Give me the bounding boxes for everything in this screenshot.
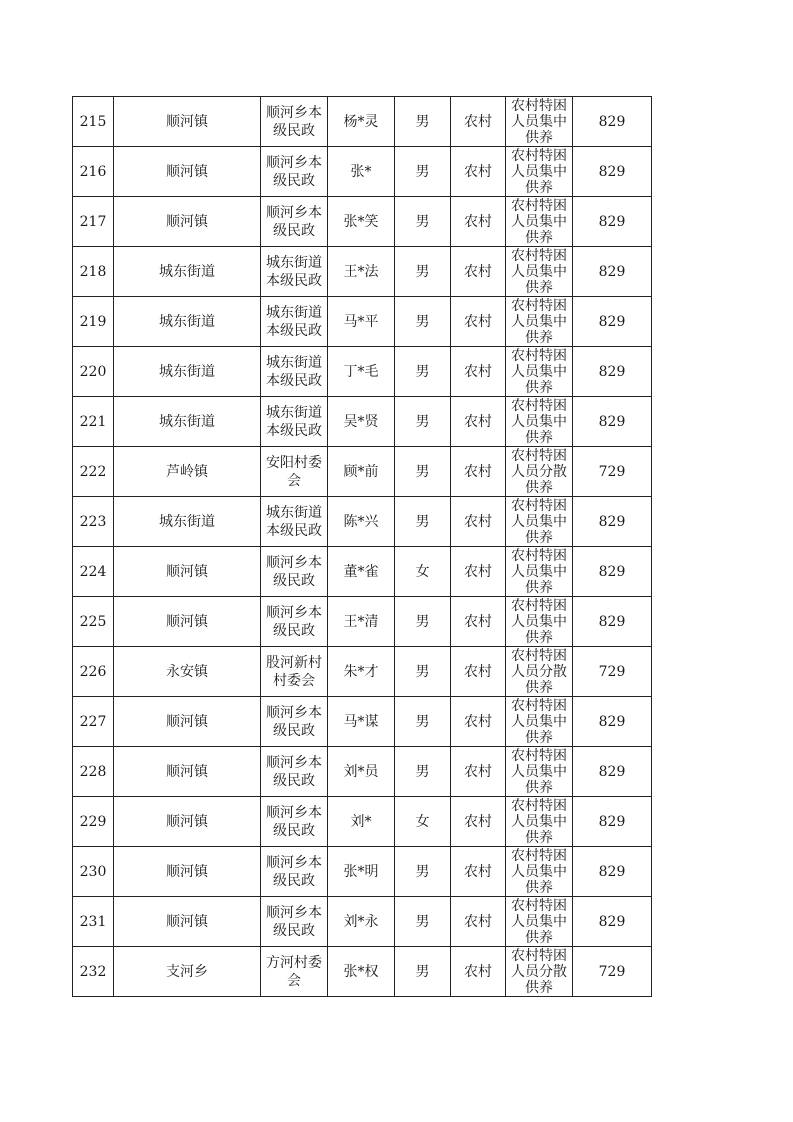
unit-cell xyxy=(261,947,328,997)
amount-cell: 829 xyxy=(573,97,652,147)
person-name-cell: 杨*灵 xyxy=(328,97,395,147)
unit-cell xyxy=(261,897,328,947)
row-number-cell: 224 xyxy=(73,547,114,597)
support-type-text: 农村特困人员集中供养 xyxy=(511,148,567,196)
table-row xyxy=(73,897,652,947)
unit-text: 顺河乡本级民政 xyxy=(266,104,322,139)
unit-text: 安阳村委会 xyxy=(266,454,322,489)
area-cell: 农村 xyxy=(451,747,506,797)
support-type-cell xyxy=(506,747,573,797)
town-cell: 顺河镇 xyxy=(114,747,261,797)
support-type-cell xyxy=(506,247,573,297)
table-row xyxy=(73,647,652,697)
table-row xyxy=(73,547,652,597)
unit-cell xyxy=(261,447,328,497)
town-cell: 顺河镇 xyxy=(114,697,261,747)
table-row xyxy=(73,447,652,497)
unit-text: 股河新村村委会 xyxy=(266,654,322,689)
row-number-cell: 225 xyxy=(73,597,114,647)
town-cell: 顺河镇 xyxy=(114,97,261,147)
gender-cell: 男 xyxy=(395,647,451,697)
unit-text: 顺河乡本级民政 xyxy=(266,554,322,589)
unit-cell xyxy=(261,847,328,897)
table-row xyxy=(73,847,652,897)
unit-cell xyxy=(261,97,328,147)
person-name-cell: 马*谋 xyxy=(328,697,395,747)
support-type-cell xyxy=(506,497,573,547)
gender-cell: 男 xyxy=(395,197,451,247)
beneficiary-table xyxy=(72,96,652,997)
unit-text: 城东街道本级民政 xyxy=(266,354,322,389)
unit-text: 城东街道本级民政 xyxy=(266,254,322,289)
row-number-cell: 219 xyxy=(73,297,114,347)
unit-text: 顺河乡本级民政 xyxy=(266,854,322,889)
town-cell: 顺河镇 xyxy=(114,547,261,597)
gender-cell: 男 xyxy=(395,247,451,297)
unit-cell xyxy=(261,197,328,247)
support-type-cell xyxy=(506,847,573,897)
table-body xyxy=(73,97,652,997)
support-type-cell xyxy=(506,797,573,847)
unit-cell xyxy=(261,697,328,747)
row-number-cell: 218 xyxy=(73,247,114,297)
unit-text: 顺河乡本级民政 xyxy=(266,604,322,639)
person-name-cell: 刘*员 xyxy=(328,747,395,797)
person-name-cell: 顾*前 xyxy=(328,447,395,497)
support-type-text: 农村特困人员集中供养 xyxy=(511,698,567,746)
area-cell: 农村 xyxy=(451,497,506,547)
person-name-cell: 王*清 xyxy=(328,597,395,647)
area-cell: 农村 xyxy=(451,397,506,447)
person-name-cell: 马*平 xyxy=(328,297,395,347)
amount-cell: 829 xyxy=(573,497,652,547)
person-name-cell: 吴*贤 xyxy=(328,397,395,447)
gender-cell: 男 xyxy=(395,447,451,497)
person-name-cell: 张* xyxy=(328,147,395,197)
town-cell: 顺河镇 xyxy=(114,847,261,897)
support-type-cell xyxy=(506,597,573,647)
gender-cell: 男 xyxy=(395,347,451,397)
area-cell: 农村 xyxy=(451,597,506,647)
support-type-cell xyxy=(506,347,573,397)
amount-cell: 729 xyxy=(573,447,652,497)
unit-text: 城东街道本级民政 xyxy=(266,504,322,539)
row-number-cell: 223 xyxy=(73,497,114,547)
support-type-cell xyxy=(506,647,573,697)
support-type-cell xyxy=(506,97,573,147)
support-type-text: 农村特困人员集中供养 xyxy=(511,898,567,946)
unit-text: 城东街道本级民政 xyxy=(266,304,322,339)
table-row xyxy=(73,747,652,797)
table-row xyxy=(73,397,652,447)
amount-cell: 829 xyxy=(573,297,652,347)
person-name-cell: 朱*才 xyxy=(328,647,395,697)
gender-cell: 男 xyxy=(395,97,451,147)
gender-cell: 男 xyxy=(395,147,451,197)
row-number-cell: 222 xyxy=(73,447,114,497)
row-number-cell: 220 xyxy=(73,347,114,397)
town-cell: 芦岭镇 xyxy=(114,447,261,497)
support-type-cell xyxy=(506,447,573,497)
support-type-text: 农村特困人员集中供养 xyxy=(511,98,567,146)
gender-cell: 男 xyxy=(395,947,451,997)
table-row xyxy=(73,947,652,997)
unit-cell xyxy=(261,797,328,847)
town-cell: 城东街道 xyxy=(114,247,261,297)
support-type-text: 农村特困人员集中供养 xyxy=(511,198,567,246)
person-name-cell: 丁*毛 xyxy=(328,347,395,397)
area-cell: 农村 xyxy=(451,247,506,297)
table-row xyxy=(73,797,652,847)
area-cell: 农村 xyxy=(451,847,506,897)
amount-cell: 829 xyxy=(573,747,652,797)
support-type-text: 农村特困人员集中供养 xyxy=(511,248,567,296)
row-number-cell: 217 xyxy=(73,197,114,247)
amount-cell: 829 xyxy=(573,247,652,297)
gender-cell: 男 xyxy=(395,297,451,347)
area-cell: 农村 xyxy=(451,147,506,197)
row-number-cell: 226 xyxy=(73,647,114,697)
town-cell: 顺河镇 xyxy=(114,147,261,197)
amount-cell: 829 xyxy=(573,147,652,197)
town-cell: 城东街道 xyxy=(114,297,261,347)
town-cell: 顺河镇 xyxy=(114,897,261,947)
area-cell: 农村 xyxy=(451,697,506,747)
unit-cell xyxy=(261,497,328,547)
amount-cell: 829 xyxy=(573,547,652,597)
row-number-cell: 221 xyxy=(73,397,114,447)
support-type-text: 农村特困人员集中供养 xyxy=(511,598,567,646)
table-row xyxy=(73,697,652,747)
gender-cell: 男 xyxy=(395,697,451,747)
support-type-text: 农村特困人员集中供养 xyxy=(511,498,567,546)
table-row xyxy=(73,197,652,247)
table-row xyxy=(73,497,652,547)
unit-cell xyxy=(261,297,328,347)
support-type-cell xyxy=(506,397,573,447)
town-cell: 城东街道 xyxy=(114,397,261,447)
support-type-text: 农村特困人员集中供养 xyxy=(511,298,567,346)
support-type-text: 农村特困人员集中供养 xyxy=(511,748,567,796)
area-cell: 农村 xyxy=(451,347,506,397)
person-name-cell: 张*笑 xyxy=(328,197,395,247)
amount-cell: 829 xyxy=(573,897,652,947)
unit-text: 方河村委会 xyxy=(266,954,322,989)
amount-cell: 829 xyxy=(573,597,652,647)
area-cell: 农村 xyxy=(451,547,506,597)
unit-cell xyxy=(261,747,328,797)
support-type-text: 农村特困人员分散供养 xyxy=(511,448,567,496)
support-type-text: 农村特困人员集中供养 xyxy=(511,798,567,846)
support-type-text: 农村特困人员分散供养 xyxy=(511,648,567,696)
unit-cell xyxy=(261,247,328,297)
town-cell: 城东街道 xyxy=(114,347,261,397)
support-type-text: 农村特困人员集中供养 xyxy=(511,548,567,596)
row-number-cell: 231 xyxy=(73,897,114,947)
table-row xyxy=(73,347,652,397)
area-cell: 农村 xyxy=(451,447,506,497)
unit-cell xyxy=(261,597,328,647)
support-type-text: 农村特困人员集中供养 xyxy=(511,398,567,446)
unit-text: 顺河乡本级民政 xyxy=(266,754,322,789)
row-number-cell: 229 xyxy=(73,797,114,847)
support-type-text: 农村特困人员集中供养 xyxy=(511,348,567,396)
row-number-cell: 232 xyxy=(73,947,114,997)
table-row xyxy=(73,297,652,347)
amount-cell: 829 xyxy=(573,197,652,247)
person-name-cell: 刘* xyxy=(328,797,395,847)
person-name-cell: 陈*兴 xyxy=(328,497,395,547)
area-cell: 农村 xyxy=(451,897,506,947)
gender-cell: 男 xyxy=(395,747,451,797)
row-number-cell: 227 xyxy=(73,697,114,747)
gender-cell: 男 xyxy=(395,597,451,647)
amount-cell: 729 xyxy=(573,947,652,997)
table-row xyxy=(73,147,652,197)
gender-cell: 女 xyxy=(395,547,451,597)
unit-text: 顺河乡本级民政 xyxy=(266,804,322,839)
person-name-cell: 董*雀 xyxy=(328,547,395,597)
area-cell: 农村 xyxy=(451,797,506,847)
unit-text: 顺河乡本级民政 xyxy=(266,904,322,939)
unit-cell xyxy=(261,647,328,697)
person-name-cell: 张*明 xyxy=(328,847,395,897)
town-cell: 永安镇 xyxy=(114,647,261,697)
table-row xyxy=(73,247,652,297)
row-number-cell: 215 xyxy=(73,97,114,147)
gender-cell: 男 xyxy=(395,497,451,547)
town-cell: 顺河镇 xyxy=(114,197,261,247)
amount-cell: 829 xyxy=(573,347,652,397)
town-cell: 支河乡 xyxy=(114,947,261,997)
support-type-cell xyxy=(506,547,573,597)
unit-cell xyxy=(261,347,328,397)
amount-cell: 829 xyxy=(573,797,652,847)
gender-cell: 男 xyxy=(395,847,451,897)
unit-cell xyxy=(261,147,328,197)
support-type-cell xyxy=(506,147,573,197)
amount-cell: 829 xyxy=(573,697,652,747)
support-type-cell xyxy=(506,897,573,947)
row-number-cell: 216 xyxy=(73,147,114,197)
area-cell: 农村 xyxy=(451,197,506,247)
person-name-cell: 王*法 xyxy=(328,247,395,297)
unit-cell xyxy=(261,547,328,597)
amount-cell: 829 xyxy=(573,847,652,897)
support-type-cell xyxy=(506,297,573,347)
area-cell: 农村 xyxy=(451,297,506,347)
unit-text: 顺河乡本级民政 xyxy=(266,154,322,189)
row-number-cell: 228 xyxy=(73,747,114,797)
unit-text: 顺河乡本级民政 xyxy=(266,704,322,739)
support-type-cell xyxy=(506,947,573,997)
amount-cell: 729 xyxy=(573,647,652,697)
support-type-text: 农村特困人员分散供养 xyxy=(511,948,567,996)
town-cell: 顺河镇 xyxy=(114,797,261,847)
town-cell: 城东街道 xyxy=(114,497,261,547)
support-type-cell xyxy=(506,197,573,247)
area-cell: 农村 xyxy=(451,97,506,147)
unit-text: 顺河乡本级民政 xyxy=(266,204,322,239)
area-cell: 农村 xyxy=(451,947,506,997)
unit-text: 城东街道本级民政 xyxy=(266,404,322,439)
table-row xyxy=(73,597,652,647)
gender-cell: 男 xyxy=(395,897,451,947)
table-row xyxy=(73,97,652,147)
area-cell: 农村 xyxy=(451,647,506,697)
gender-cell: 女 xyxy=(395,797,451,847)
amount-cell: 829 xyxy=(573,397,652,447)
support-type-cell xyxy=(506,697,573,747)
person-name-cell: 张*权 xyxy=(328,947,395,997)
gender-cell: 男 xyxy=(395,397,451,447)
person-name-cell: 刘*永 xyxy=(328,897,395,947)
unit-cell xyxy=(261,397,328,447)
town-cell: 顺河镇 xyxy=(114,597,261,647)
support-type-text: 农村特困人员集中供养 xyxy=(511,848,567,896)
row-number-cell: 230 xyxy=(73,847,114,897)
